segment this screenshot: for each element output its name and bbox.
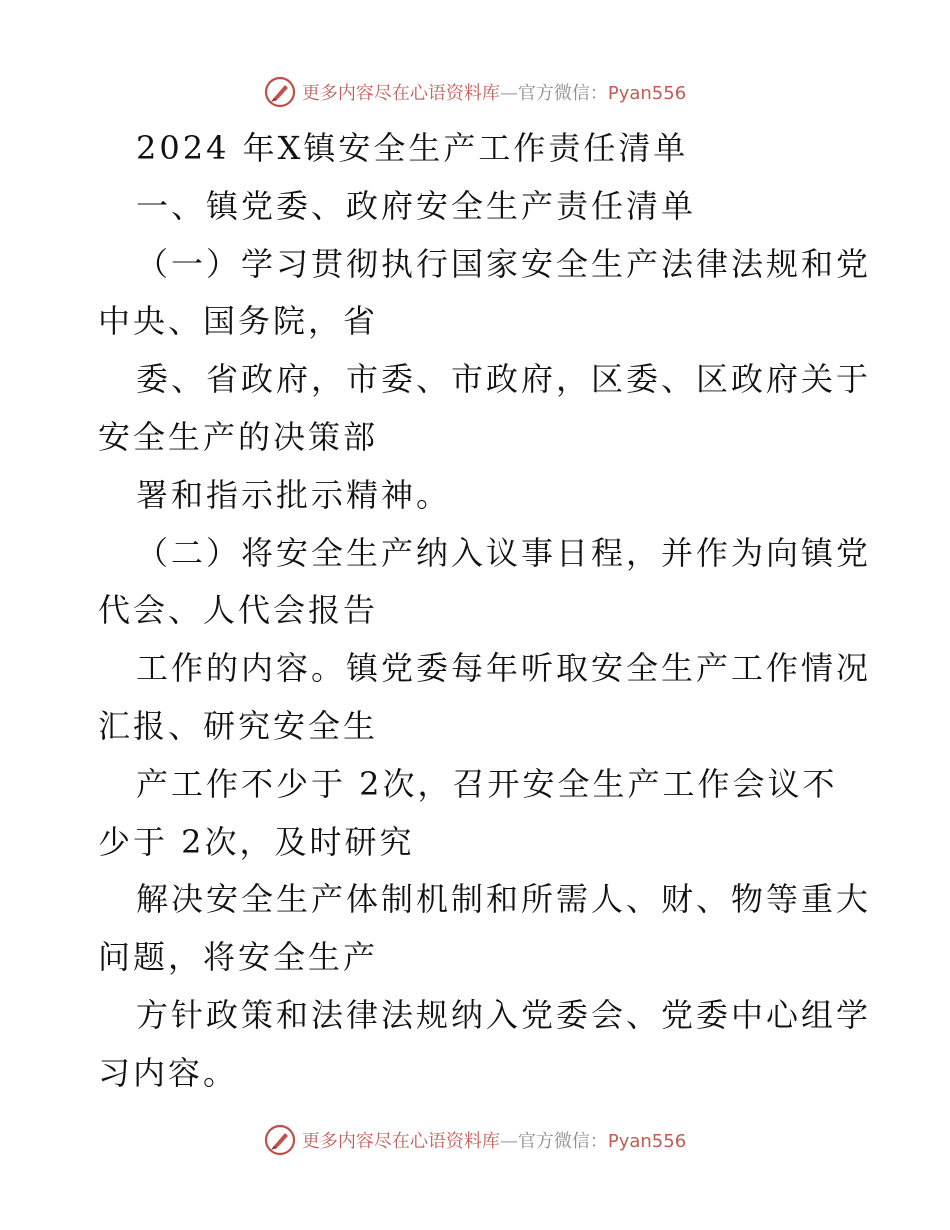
text-line: 署和指示批示精神。 xyxy=(136,475,452,514)
watermark-separator: — xyxy=(499,1131,518,1152)
document-body xyxy=(98,120,872,1103)
text-line: 代会、人代会报告 xyxy=(98,591,379,630)
text-line: 问题，将安全生产 xyxy=(98,938,379,977)
text-line: 一、镇党委、政府安全生产责任清单 xyxy=(136,186,697,225)
text-line: 少于 2次，及时研究 xyxy=(98,822,415,861)
text-line: 汇报、研究安全生 xyxy=(98,706,379,745)
watermark-text xyxy=(302,1127,686,1153)
text-line: 委、省政府，市委、市政府，区委、区政府关于 xyxy=(136,360,872,399)
watermark-text xyxy=(302,79,686,105)
text-line: （二）将安全生产纳入议事日程，并作为向镇党 xyxy=(136,533,872,572)
text-line: 安全生产的决策部 xyxy=(98,417,379,456)
watermark-official: 官方微信： xyxy=(517,83,608,104)
text-line: 产工作不少于 2次，召开安全生产工作会议不 xyxy=(136,764,838,803)
watermark-name: 更多内容尽在心语资料库 xyxy=(301,83,500,104)
text-line: 习内容。 xyxy=(98,1053,239,1092)
header-watermark xyxy=(0,72,950,112)
watermark-name: 更多内容尽在心语资料库 xyxy=(301,1131,500,1152)
quill-logo-icon xyxy=(264,1124,296,1156)
watermark-id: Pyan556 xyxy=(607,1131,687,1152)
watermark-separator: — xyxy=(499,83,518,104)
watermark-official: 官方微信： xyxy=(517,1131,608,1152)
text-line: 解决安全生产体制机制和所需人、财、物等重大 xyxy=(136,880,872,919)
text-line: （一）学习贯彻执行国家安全生产法律法规和党 xyxy=(136,244,872,283)
text-line: 方针政策和法律法规纳入党委会、党委中心组学 xyxy=(136,995,872,1034)
quill-logo-icon xyxy=(264,76,296,108)
watermark-id: Pyan556 xyxy=(607,83,687,104)
footer-watermark xyxy=(0,1120,950,1160)
text-line: 中央、国务院，省 xyxy=(98,302,379,341)
text-line: 2024 年X镇安全生产工作责任清单 xyxy=(136,129,689,167)
text-line: 工作的内容。镇党委每年听取安全生产工作情况 xyxy=(136,649,872,688)
